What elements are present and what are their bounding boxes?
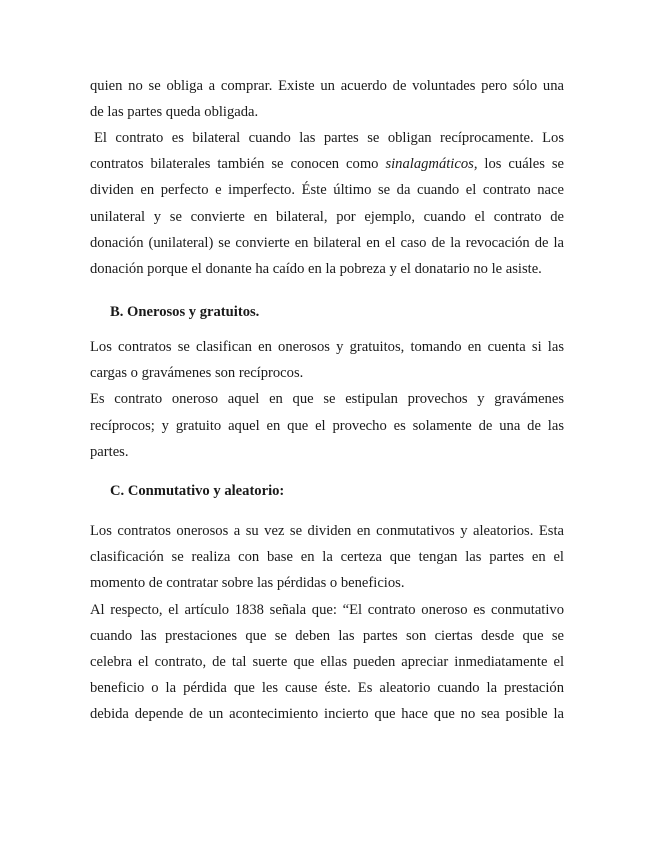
text-segment: , los cuáles se <box>473 156 564 173</box>
section-c-body <box>90 518 564 728</box>
text-line: recíprocos; y gratuito aquel en que el provecho es solamente de una de las <box>90 417 564 434</box>
paragraph-bilateral <box>90 125 564 282</box>
text-line: clasificación se realiza con base en la certeza que tengan las partes en el <box>90 549 564 566</box>
text-line: quien no se obliga a comprar. Existe un acuerdo de voluntades pero sólo una <box>90 78 564 94</box>
text-line: dividen en perfecto e imperfecto. Éste último se da cuando el contrato nace <box>90 182 564 199</box>
text-line-with-italic <box>90 151 564 177</box>
text-line: Al respecto, el artículo 1838 señala que: “El contrato oneroso es conmutativo <box>90 601 564 618</box>
text-line: Los contratos onerosos a su vez se dividen en conmutativos y aleatorios. Esta <box>90 523 564 539</box>
text-line: cargas o gravámenes son recíprocos. <box>90 365 304 382</box>
text-line: donación (unilateral) se convierte en bilateral en el caso de la revocación de la <box>90 234 564 251</box>
text-line: partes. <box>90 443 129 460</box>
text-line: momento de contratar sobre las pérdidas o beneficios. <box>90 575 405 592</box>
section-heading-b: B. Onerosos y gratuitos. <box>110 304 260 320</box>
paragraph-unilateral-end <box>90 73 564 125</box>
text-line: celebra el contrato, de tal suerte que ellas pueden apreciar inmediatamente el <box>90 653 564 670</box>
section-heading-c: C. Conmutativo y aleatorio: <box>110 483 285 499</box>
text-line: donación porque el donante ha caído en la pobreza y el donatario no le asiste. <box>90 260 542 277</box>
text-line: Los contratos se clasifican en onerosos y gratuitos, tomando en cuenta si las <box>90 339 564 355</box>
text-line: unilateral y se convierte en bilateral, por ejemplo, cuando el contrato de <box>90 208 564 225</box>
italic-term: sinalagmáticos <box>385 156 474 173</box>
section-b-body <box>90 334 564 465</box>
text-line: cuando las prestaciones que se deben las partes son ciertas desde que se <box>90 627 564 644</box>
text-line: de las partes queda obligada. <box>90 104 259 121</box>
text-line: debida depende de un acontecimiento incierto que hace que no sea posible la <box>90 706 564 723</box>
text-line: El contrato es bilateral cuando las partes se obligan recíprocamente. Los <box>94 130 564 146</box>
text-segment: contratos bilaterales también se conocen como <box>90 156 386 173</box>
text-line: Es contrato oneroso aquel en que se estipulan provechos y gravámenes <box>90 391 564 408</box>
text-line: beneficio o la pérdida que les cause éste. Es aleatorio cuando la prestación <box>90 680 564 697</box>
